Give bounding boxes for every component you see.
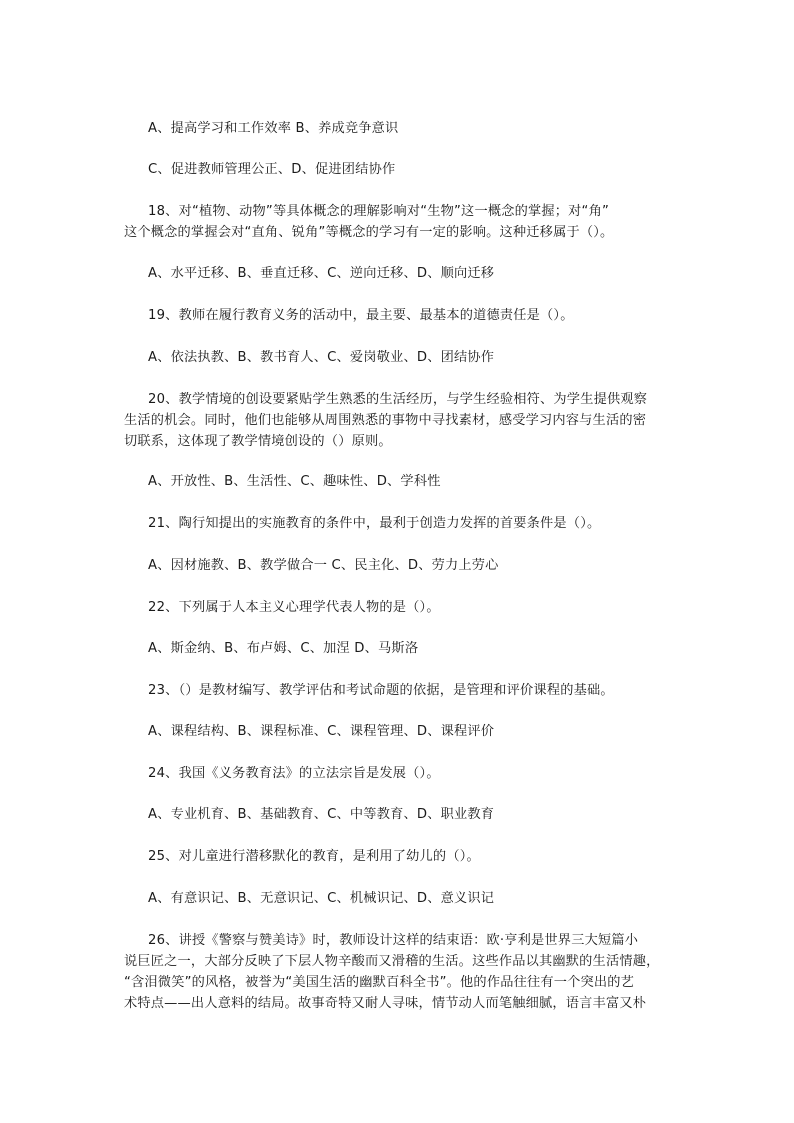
text-line: A、提高学习和工作效率 B、养成竞争意识 (148, 121, 399, 136)
text-line: A、开放性、B、生活性、C、趣味性、D、学科性 (148, 474, 441, 489)
text-line: 26、讲授《警察与赞美诗》时，教师设计这样的结束语：欧·亨利是世界三大短篇小 (148, 933, 639, 948)
option-line-19 (148, 347, 668, 368)
option-line-17b (148, 159, 668, 180)
text-line: 19、教师在履行教育义务的活动中，最主要、最基本的道德责任是（）。 (148, 308, 574, 323)
text-line: 术特点——出人意料的结局。故事奇特又耐人寻味，情节动人而笔触细腻，语言丰富又朴 (124, 996, 647, 1011)
text-line: A、课程结构、B、课程标准、C、课程管理、D、课程评价 (148, 724, 495, 739)
text-line: 24、我国《义务教育法》的立法宗旨是发展（）。 (148, 766, 440, 781)
option-line-25 (148, 888, 668, 909)
question-20 (124, 389, 668, 452)
text-line: C、促进教师管理公正、D、促进团结协作 (148, 162, 396, 177)
option-line-17a (148, 118, 668, 139)
text-line: 生活的机会。同时，他们也能够从周围熟悉的事物中寻找素材，感受学习内容与生活的密 (124, 413, 647, 428)
question-18 (124, 201, 668, 243)
text-line: 说巨匠之一，大部分反映了下层人物辛酸而又滑稽的生活。这些作品以其幽默的生活情趣， (124, 954, 660, 969)
text-line: 这个概念的掌握会对“直角、锐角”等概念的学习有一定的影响。这种迁移属于（）。 (124, 225, 614, 240)
text-line: 22、下列属于人本主义心理学代表人物的是（）。 (148, 600, 440, 615)
option-line-23 (148, 721, 668, 742)
option-line-24 (148, 804, 668, 825)
text-line: A、有意识记、B、无意识记、C、机械识记、D、意义识记 (148, 891, 495, 906)
question-19 (124, 305, 668, 326)
text-line: 23、（）是教材编写、教学评估和考试命题的依据，是管理和评价课程的基础。 (148, 683, 614, 698)
text-line: 18、对“植物、动物”等具体概念的理解影响对“生物”这一概念的掌握；对“角” (148, 204, 609, 219)
option-line-21 (148, 555, 668, 576)
question-21 (124, 513, 668, 534)
option-line-20 (148, 471, 668, 492)
text-line: 25、对儿童进行潜移默化的教育，是利用了幼儿的（）。 (148, 849, 480, 864)
text-line: 20、教学情境的创设要紧贴学生熟悉的生活经历，与学生经验相符、为学生提供观察 (148, 392, 648, 407)
question-23 (124, 680, 668, 701)
text-line: A、因材施教、B、教学做合一 C、民主化、D、劳力上劳心 (148, 558, 499, 573)
option-line-22 (148, 638, 668, 659)
text-line: 切联系，这体现了教学情境创设的（）原则。 (124, 434, 392, 449)
question-26 (124, 930, 668, 1014)
question-22 (124, 597, 668, 618)
text-line: A、斯金纳、B、布卢姆、C、加涅 D、马斯洛 (148, 641, 419, 656)
text-line: A、水平迁移、B、垂直迁移、C、逆向迁移、D、顺向迁移 (148, 266, 495, 281)
question-24 (124, 763, 668, 784)
text-line: A、依法执教、B、教书育人、C、爱岗敬业、D、团结协作 (148, 350, 495, 365)
text-line: A、专业机育、B、基础教育、C、中等教育、D、职业教育 (148, 807, 495, 822)
option-line-18 (148, 263, 668, 284)
text-line: “含泪微笑”的风格，被誉为“美国生活的幽默百科全书”。他的作品往往有一个突出的艺 (124, 975, 635, 990)
text-line: 21、陶行知提出的实施教育的条件中，最利于创造力发挥的首要条件是（）。 (148, 516, 601, 531)
question-25 (124, 846, 668, 867)
